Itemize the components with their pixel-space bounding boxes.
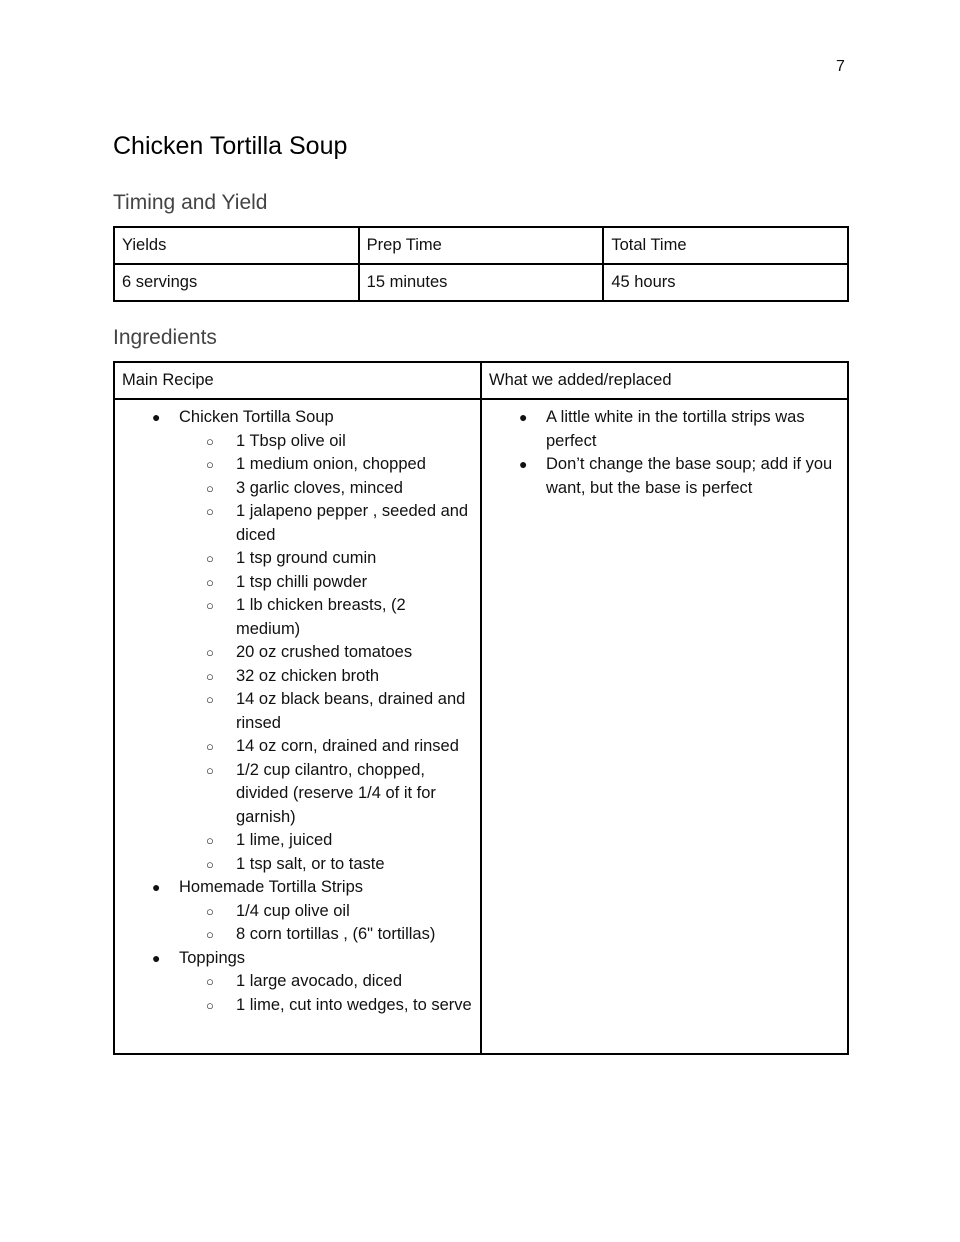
bullet-icon: ● [519, 456, 528, 472]
ingredient-item [179, 759, 473, 830]
timing-table [113, 226, 849, 302]
timing-header-cell: Prep Time [359, 227, 604, 264]
ingredient-group [122, 876, 473, 947]
bullet-icon: ● [519, 409, 528, 425]
circle-bullet-icon: ○ [206, 974, 214, 989]
notes-list [489, 406, 840, 500]
ingredient-group-name: Toppings [179, 948, 246, 967]
ingredient-item-text: 1 tsp chilli powder [236, 572, 368, 591]
ingredient-group-name: Homemade Tortilla Strips [179, 878, 364, 896]
ingredient-item [179, 829, 473, 853]
ingredient-item [179, 453, 473, 477]
ingredient-item-text: 14 oz black beans, drained and rinsed [236, 690, 466, 732]
ingredients-heading: Ingredients [113, 326, 217, 349]
ingredient-item-text: 1 tsp salt, or to taste [236, 854, 385, 873]
circle-bullet-icon: ○ [206, 903, 214, 919]
timing-value-cell: 6 servings [114, 264, 359, 301]
ingredient-item-text: 1 large avocado, diced [236, 972, 403, 990]
timing-header-row [114, 227, 848, 264]
circle-bullet-icon: ○ [206, 457, 214, 472]
ingredient-group [122, 947, 473, 1018]
recipe-title: Chicken Tortilla Soup [113, 132, 348, 160]
timing-value-cell: 15 minutes [359, 264, 604, 301]
circle-bullet-icon: ○ [206, 997, 214, 1013]
ingredient-item-text: 20 oz crushed tomatoes [236, 643, 413, 661]
ingredient-item [179, 641, 473, 665]
circle-bullet-icon: ○ [206, 480, 214, 496]
ingredient-item-text: 8 corn tortillas , (6" tortillas) [236, 925, 436, 943]
bullet-icon: ● [152, 409, 161, 425]
bullet-icon: ● [152, 949, 161, 966]
ingredient-item-text: 1 jalapeno pepper , seeded and diced [236, 502, 469, 544]
ingredient-item-text: 1 lb chicken breasts, (2 medium) [236, 596, 406, 638]
circle-bullet-icon: ○ [206, 856, 214, 872]
ingredient-item [179, 970, 473, 994]
timing-header-cell: Total Time [603, 227, 848, 264]
timing-value-cell: 45 hours [603, 264, 848, 301]
ingredient-item [179, 500, 473, 547]
ingredient-item-text: 14 oz corn, drained and rinsed [236, 737, 459, 755]
ingredient-item-text: 1 lime, cut into wedges, to serve [236, 995, 472, 1014]
page-number: 7 [836, 58, 845, 75]
ingredient-item [179, 735, 473, 759]
note-item [489, 453, 840, 500]
circle-bullet-icon: ○ [206, 551, 214, 566]
ingredient-item [179, 923, 473, 947]
ingredients-table [113, 361, 849, 1055]
ingredient-item-text: 1 Tbsp olive oil [236, 431, 346, 450]
ingredient-item [179, 994, 473, 1018]
ingredient-item [179, 571, 473, 595]
note-text: A little white in the tortilla strips was perfect [546, 408, 805, 450]
circle-bullet-icon: ○ [206, 645, 214, 660]
ingredient-item-text: 1/4 cup olive oil [236, 901, 350, 920]
ingredient-item [179, 853, 473, 877]
ingredients-body-row [114, 399, 848, 1054]
circle-bullet-icon: ○ [206, 504, 214, 519]
ingredient-item-text: 32 oz chicken broth [236, 666, 380, 685]
circle-bullet-icon: ○ [206, 433, 214, 449]
timing-header-cell: Yields [114, 227, 359, 264]
ingredient-items-list [179, 970, 473, 1017]
ingredients-header-row [114, 362, 848, 399]
circle-bullet-icon: ○ [206, 739, 214, 754]
ingredient-item [179, 665, 473, 689]
timing-heading: Timing and Yield [113, 191, 268, 214]
circle-bullet-icon: ○ [206, 692, 214, 707]
ingredient-item [179, 594, 473, 641]
ingredient-item-text: 3 garlic cloves, minced [236, 478, 403, 497]
circle-bullet-icon: ○ [206, 927, 214, 942]
circle-bullet-icon: ○ [206, 598, 214, 613]
ingredient-group-name: Chicken Tortilla Soup [179, 408, 334, 426]
timing-value-row [114, 264, 848, 301]
ingredient-item [179, 900, 473, 924]
notes-cell [481, 399, 848, 1054]
ingredient-items-list [179, 430, 473, 877]
main-recipe-cell [114, 399, 481, 1054]
note-item [489, 406, 840, 453]
circle-bullet-icon: ○ [206, 833, 214, 848]
ingredient-item [179, 477, 473, 501]
ingredient-item [179, 430, 473, 454]
ingredient-groups-list [122, 406, 473, 1017]
circle-bullet-icon: ○ [206, 762, 214, 778]
ingredient-group [122, 406, 473, 876]
ingredient-item-text: 1 tsp ground cumin [236, 549, 377, 567]
ingredient-item-text: 1 medium onion, chopped [236, 455, 426, 473]
note-text: Don’t change the base soup; add if you want, but the base is perfect [546, 455, 833, 497]
ingredient-item [179, 688, 473, 735]
ingredient-items-list [179, 900, 473, 947]
added-replaced-header: What we added/replaced [481, 362, 848, 399]
bullet-icon: ● [152, 879, 161, 895]
main-recipe-header: Main Recipe [114, 362, 481, 399]
ingredient-item-text: 1 lime, juiced [236, 831, 333, 849]
ingredient-item [179, 547, 473, 571]
ingredient-item-text: 1/2 cup cilantro, chopped, divided (reserve 1/4 of it for garnish) [236, 760, 436, 826]
circle-bullet-icon: ○ [206, 668, 214, 684]
circle-bullet-icon: ○ [206, 574, 214, 590]
